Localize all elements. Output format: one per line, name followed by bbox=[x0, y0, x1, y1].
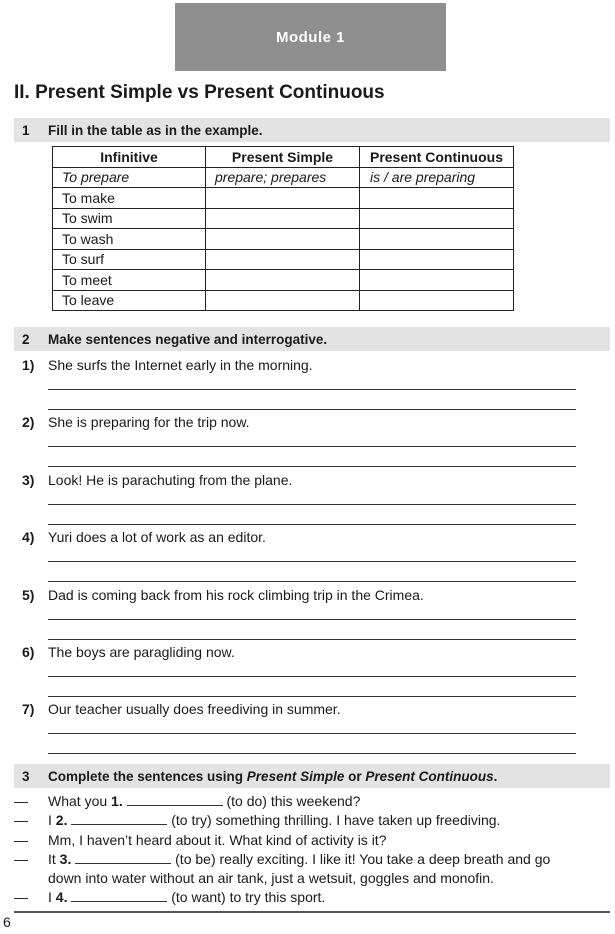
dialogue-line bbox=[0, 830, 615, 849]
section-title: II. Present Simple vs Present Continuous bbox=[14, 82, 385, 103]
header-infinitive: Infinitive bbox=[53, 147, 206, 168]
line-text: It bbox=[48, 850, 60, 867]
answer-line[interactable] bbox=[48, 753, 576, 754]
list-item bbox=[0, 410, 615, 467]
gap-number: 4. bbox=[55, 889, 68, 906]
dialogue-continuation bbox=[0, 868, 615, 887]
answer-cell[interactable] bbox=[206, 208, 360, 229]
line-text: (to want) to try this sport. bbox=[167, 889, 326, 906]
row-infinitive: To make bbox=[53, 188, 206, 209]
sentence-list bbox=[0, 353, 615, 755]
tense-present-continuous: Present Continuous bbox=[365, 768, 494, 784]
row-infinitive: To meet bbox=[53, 270, 206, 291]
list-item bbox=[0, 468, 615, 525]
item-number: 7) bbox=[22, 701, 35, 718]
instruction-text: . bbox=[493, 768, 498, 784]
answer-blank[interactable] bbox=[71, 812, 167, 825]
dialogue-text: down into water without an air tank, just a wetsuit, goggles and monofin. bbox=[48, 870, 494, 887]
example-infinitive: To prepare bbox=[53, 167, 206, 188]
answer-cell[interactable] bbox=[206, 229, 360, 250]
module-header bbox=[175, 3, 446, 71]
answer-line[interactable] bbox=[48, 676, 576, 677]
list-item bbox=[0, 525, 615, 582]
instruction-text: or bbox=[344, 768, 366, 784]
row-infinitive: To leave bbox=[53, 290, 206, 311]
verb-table bbox=[52, 146, 514, 311]
dialogue-text bbox=[48, 851, 550, 867]
table-row bbox=[53, 249, 514, 270]
line-text: (to do) this weekend? bbox=[222, 793, 361, 809]
table-row bbox=[53, 270, 514, 291]
list-item bbox=[0, 697, 615, 754]
answer-cell[interactable] bbox=[360, 208, 514, 229]
list-item bbox=[0, 640, 615, 697]
item-number: 4) bbox=[22, 529, 35, 546]
item-number: 3) bbox=[22, 471, 35, 488]
answer-cell[interactable] bbox=[360, 249, 514, 270]
answer-cell[interactable] bbox=[360, 270, 514, 291]
dialogue-text bbox=[48, 793, 360, 809]
item-sentence: She surfs the Internet early in the morning. bbox=[48, 357, 313, 373]
item-sentence: Our teacher usually does freediving in summer. bbox=[48, 701, 341, 718]
dialogue-line bbox=[0, 810, 615, 829]
item-sentence: Look! He is parachuting from the plane. bbox=[48, 471, 293, 488]
item-sentence: Dad is coming back from his rock climbing trip in the Crimea. bbox=[48, 586, 424, 603]
task3-bar bbox=[14, 764, 610, 788]
dialogue-dash: — bbox=[14, 831, 28, 848]
item-number: 6) bbox=[22, 643, 35, 660]
task1-bar bbox=[14, 118, 610, 142]
item-number: 1) bbox=[22, 357, 35, 373]
instruction-text: Complete the sentences using bbox=[48, 768, 247, 784]
item-number: 5) bbox=[22, 586, 35, 603]
dialogue-line bbox=[0, 791, 615, 810]
dialogue-text bbox=[48, 889, 325, 905]
table-row bbox=[53, 188, 514, 209]
gap-number: 1. bbox=[111, 793, 123, 809]
answer-line[interactable] bbox=[48, 561, 576, 562]
answer-line[interactable] bbox=[48, 446, 576, 447]
gap-number: 2. bbox=[55, 812, 68, 829]
module-label: Module 1 bbox=[275, 28, 345, 46]
line-text: I bbox=[48, 889, 56, 906]
line-text: What you bbox=[48, 793, 112, 809]
gap-number: 3. bbox=[59, 850, 72, 867]
dialogue bbox=[0, 791, 615, 907]
task1-instruction: Fill in the table as in the example. bbox=[48, 122, 263, 138]
item-sentence: She is preparing for the trip now. bbox=[48, 414, 250, 431]
answer-cell[interactable] bbox=[206, 188, 360, 209]
header-present-continuous: Present Continuous bbox=[360, 147, 514, 168]
dialogue-text: Mm, I haven’t heard about it. What kind of activity is it? bbox=[48, 831, 387, 848]
answer-cell[interactable] bbox=[206, 249, 360, 270]
table-example-row bbox=[53, 167, 514, 188]
answer-line[interactable] bbox=[48, 619, 576, 620]
line-text: (to be) really exciting. I like it! You take a deep breath and go bbox=[171, 850, 551, 867]
answer-blank[interactable] bbox=[127, 793, 223, 806]
task2-number: 2 bbox=[22, 331, 30, 347]
answer-cell[interactable] bbox=[360, 229, 514, 250]
list-item bbox=[0, 353, 615, 410]
dialogue-text bbox=[48, 812, 500, 828]
row-infinitive: To swim bbox=[53, 208, 206, 229]
task3-instruction bbox=[48, 769, 610, 784]
answer-line[interactable] bbox=[48, 389, 576, 390]
answer-cell[interactable] bbox=[206, 270, 360, 291]
item-sentence: The boys are paragliding now. bbox=[48, 643, 235, 660]
example-present-continuous: is / are preparing bbox=[360, 167, 514, 188]
list-item bbox=[0, 583, 615, 640]
dialogue-line bbox=[0, 849, 615, 868]
line-text: (to try) something thrilling. I have taken up freediving. bbox=[167, 812, 501, 829]
task2-instruction: Make sentences negative and interrogative. bbox=[48, 331, 328, 347]
answer-blank[interactable] bbox=[75, 851, 171, 864]
dialogue-dash: — bbox=[14, 850, 28, 867]
answer-line[interactable] bbox=[48, 504, 576, 505]
table-row bbox=[53, 229, 514, 250]
answer-line[interactable] bbox=[48, 733, 576, 734]
answer-cell[interactable] bbox=[360, 290, 514, 311]
tense-present-simple: Present Simple bbox=[246, 768, 345, 784]
table-row bbox=[53, 290, 514, 311]
task3-number: 3 bbox=[22, 768, 30, 784]
dialogue-dash: — bbox=[14, 889, 28, 906]
item-sentence: Yuri does a lot of work as an editor. bbox=[48, 529, 266, 546]
dialogue-dash: — bbox=[14, 793, 28, 809]
task1-number: 1 bbox=[22, 122, 30, 138]
dialogue-line bbox=[0, 887, 615, 906]
page-number: 6 bbox=[3, 914, 11, 930]
line-text: I bbox=[48, 812, 56, 829]
dialogue-dash: — bbox=[14, 812, 28, 829]
table-header-row bbox=[53, 147, 514, 168]
task2-bar bbox=[14, 327, 610, 351]
answer-cell[interactable] bbox=[206, 290, 360, 311]
answer-cell[interactable] bbox=[360, 188, 514, 209]
item-number: 2) bbox=[22, 414, 35, 431]
row-infinitive: To wash bbox=[53, 229, 206, 250]
header-present-simple: Present Simple bbox=[206, 147, 360, 168]
answer-blank[interactable] bbox=[71, 889, 167, 902]
footer-divider bbox=[14, 911, 610, 913]
row-infinitive: To surf bbox=[53, 249, 206, 270]
example-present-simple: prepare; prepares bbox=[206, 167, 360, 188]
table-row bbox=[53, 208, 514, 229]
